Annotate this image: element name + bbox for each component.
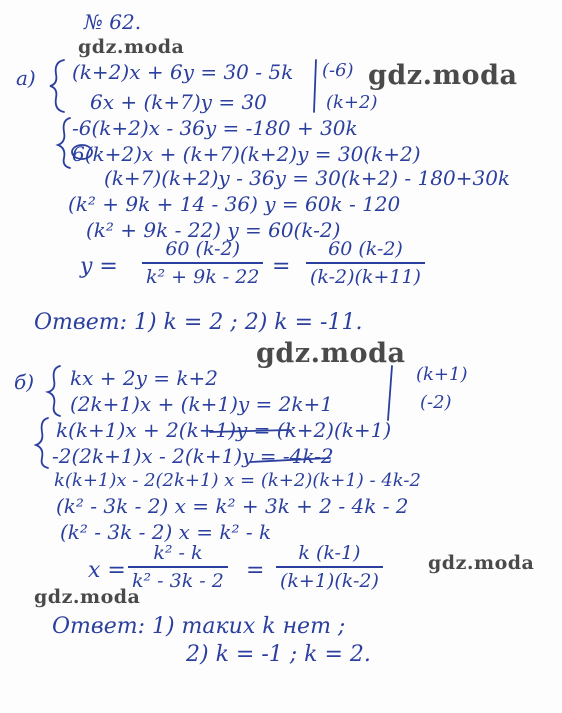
- watermark: gdz.moda: [256, 338, 406, 369]
- part-b-system2-eq1: k(k+1)x + 2(k+1)y = (k+2)(k+1): [56, 418, 392, 442]
- part-b-label: б): [14, 370, 35, 394]
- part-b-frac1-denominator: k² - 3k - 2: [132, 569, 224, 592]
- part-a-frac1-denominator: k² + 9k - 22: [146, 265, 260, 288]
- part-a-multiplier-1: (-6): [322, 60, 354, 81]
- part-a-line2: (k² + 9k + 14 - 36) y = 60k - 120: [68, 192, 401, 216]
- part-b-system-eq1: kx + 2y = k+2: [70, 366, 218, 390]
- part-b-multiplier-1: (k+1): [416, 364, 468, 385]
- part-b-fraction-1: [128, 542, 228, 592]
- part-b-line1: k(k+1)x - 2(2k+1) x = (k+2)(k+1) - 4k-2: [54, 470, 421, 491]
- watermark: gdz.moda: [428, 552, 535, 574]
- watermark: gdz.moda: [34, 586, 141, 608]
- part-b-answer-line1: Ответ: 1) таких k нет ;: [52, 614, 346, 639]
- part-a-system-eq1: (k+2)x + 6y = 30 - 5k: [72, 60, 294, 84]
- part-a-fraction-1: [142, 238, 263, 288]
- part-b-x-label: x =: [88, 558, 126, 583]
- part-b-answer-line2: 2) k = -1 ; k = 2.: [186, 642, 371, 667]
- part-b-line2: (k² - 3k - 2) x = k² + 3k + 2 - 4k - 2: [56, 494, 409, 518]
- part-a-line1: (k+7)(k+2)y - 36y = 30(k+2) - 180+30k: [104, 166, 511, 190]
- separator-a: [314, 60, 316, 112]
- system-brace-a2: [58, 118, 70, 168]
- part-b-frac2-numerator: k (k-1): [298, 542, 361, 564]
- system-brace-b: [48, 366, 60, 416]
- system-brace-a: [50, 60, 64, 112]
- part-a-multiplier-2: (k+2): [326, 92, 378, 113]
- part-a-system2-eq2: 6(k+2)x + (k+7)(k+2)y = 30(k+2): [72, 142, 421, 166]
- part-a-answer: Ответ: 1) k = 2 ; 2) k = -11.: [34, 310, 363, 335]
- part-b-multiplier-2: (-2): [420, 392, 452, 413]
- part-b-frac2-denominator: (k+1)(k-2): [280, 569, 379, 592]
- part-a-frac1-numerator: 60 (k-2): [165, 238, 241, 260]
- part-a-system2-eq1: -6(k+2)x - 36y = -180 + 30k: [72, 116, 358, 140]
- part-b-system2-eq2: -2(2k+1)x - 2(k+1)y = -4k-2: [52, 444, 334, 468]
- part-b-equals: =: [246, 558, 265, 583]
- part-a-equals: =: [272, 254, 291, 279]
- system-brace-b2: [36, 418, 48, 468]
- part-a-system-eq2: 6x + (k+7)y = 30: [90, 90, 267, 114]
- part-b-line3: (k² - 3k - 2) x = k² - k: [60, 520, 272, 544]
- part-a-fraction-2: [306, 238, 425, 288]
- problem-number: № 62.: [84, 10, 142, 34]
- part-a-frac2-denominator: (k-2)(k+11): [310, 265, 421, 288]
- watermark: gdz.moda: [368, 60, 518, 91]
- part-a-frac2-numerator: 60 (k-2): [328, 238, 403, 260]
- part-a-y-label: y =: [80, 254, 118, 279]
- part-b-frac1-numerator: k² - k: [153, 542, 203, 564]
- part-b-fraction-2: [276, 542, 383, 592]
- part-a-label: а): [16, 66, 36, 90]
- watermark: gdz.moda: [78, 36, 185, 58]
- separator-b: [388, 366, 392, 420]
- part-b-system-eq2: (2k+1)x + (k+1)y = 2k+1: [70, 392, 333, 416]
- part-a-line3: (k² + 9k - 22) y = 60(k-2): [86, 218, 341, 242]
